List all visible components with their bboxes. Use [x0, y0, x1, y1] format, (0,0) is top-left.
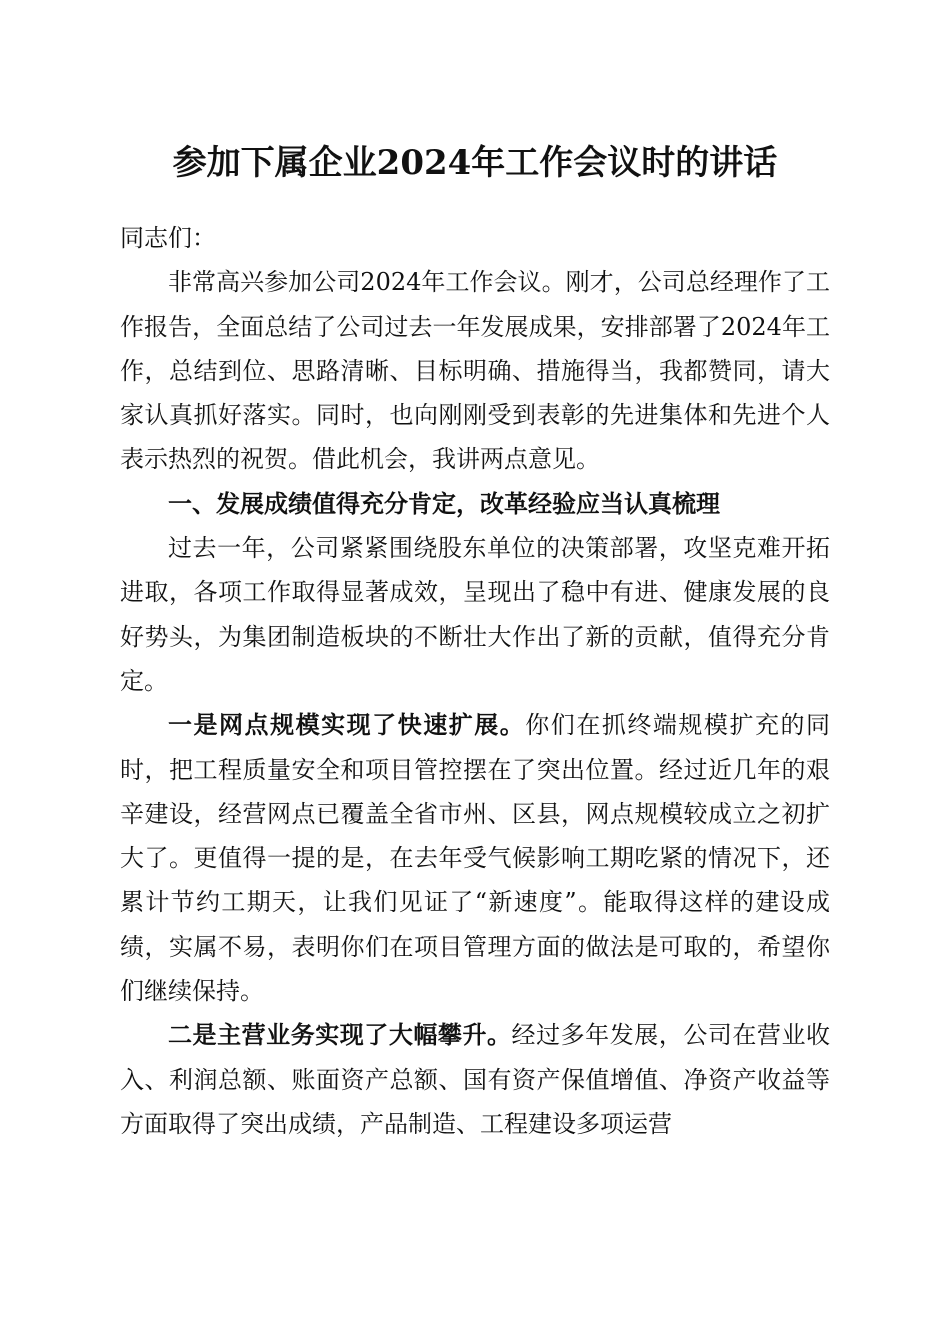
greeting: 同志们：: [120, 224, 216, 252]
paragraph-body-1: 你们在抓终端规模扩充的同时，把工程质量安全和项目管控摆在了突出位置。经过近几年的艰辛建设，经营网点已覆盖全省市州、区县，网点规模较成立之初扩大了。更值得一提的是，在去年受气候影响工期吃紧的情况下，还累计节约工期天，让我们见证了“新速度”。能取得这样的建设成绩，实属不易，表明你们在项目管理方面的做法是可取的，希望你们继续保持。: [120, 711, 831, 1006]
paragraph-achievements-summary: 过去一年，公司紧紧围绕股东单位的决策部署，攻坚克难开拓进取，各项工作取得显著成效，呈现出了稳中有进、健康发展的良好势头，为集团制造板块的不断壮大作出了新的贡献，值得充分肯定。: [120, 534, 830, 695]
paragraph-lead-2: 二是主营业务实现了大幅攀升。: [168, 1020, 512, 1050]
section-heading-1: 一、发展成绩值得充分肯定，改革经验应当认真梳理: [168, 488, 720, 518]
document-body: [120, 216, 830, 1146]
document-title: 参加下属企业2024年工作会议时的讲话: [172, 143, 778, 183]
paragraph-opening: 非常高兴参加公司2024年工作会议。刚才，公司总经理作了工作报告，全面总结了公司过去一年发展成果，安排部署了2024年工作，总结到位、思路清晰、目标明确、措施得当，我都赞同，请大家认真抓好落实。同时，也向刚刚受到表彰的先进集体和先进个人表示热烈的祝贺。借此机会，我讲两点意见。: [120, 268, 830, 474]
paragraph-main-business: [120, 1013, 830, 1146]
paragraph-network-expansion: [120, 703, 830, 1013]
paragraph-lead-1: 一是网点规模实现了快速扩展。: [168, 710, 526, 740]
paragraph-body-2: 经过多年发展，公司在营业收入、利润总额、账面资产总额、国有资产保值增值、净资产收益等方面取得了突出成绩，产品制造、工程建设多项运营: [120, 1021, 831, 1138]
